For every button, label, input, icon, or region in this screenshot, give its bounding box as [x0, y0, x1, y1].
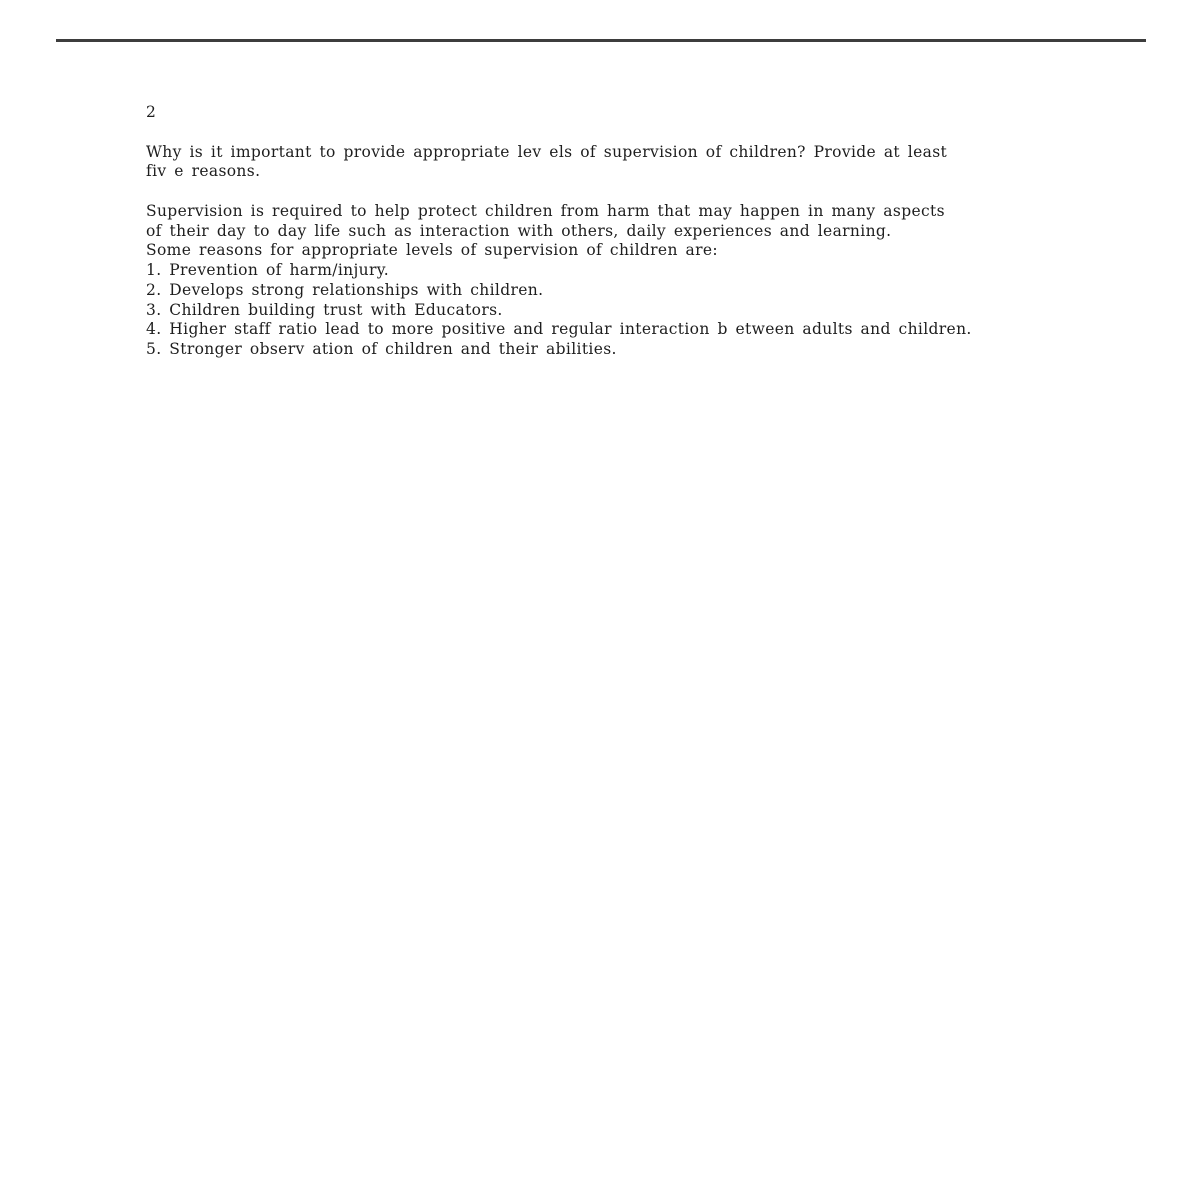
answer-line: Supervision is required to help protect children from harm that may happen in many aspects	[146, 201, 945, 220]
header-rule	[56, 39, 1146, 42]
page-number: 2	[146, 103, 157, 121]
answer-line: of their day to day life such as interaction with others, daily experiences and learning.	[146, 221, 892, 240]
list-item: 2. Develops strong relationships with children.	[146, 280, 544, 299]
question-line: fiv e reasons.	[146, 162, 261, 181]
list-item: 3. Children building trust with Educators.	[146, 300, 503, 319]
blank-line	[146, 182, 1106, 202]
list-item: 4. Higher staff ratio lead to more positive and regular interaction b etween adults and children.	[146, 320, 972, 339]
blank-line	[146, 123, 1106, 143]
page-content	[146, 103, 1106, 360]
list-item: 5. Stronger observ ation of children and their abilities.	[146, 340, 617, 358]
list-item: 1. Prevention of harm/injury.	[146, 261, 390, 279]
question-line: Why is it important to provide appropriate lev els of supervision of children? Provide at least	[146, 142, 948, 161]
answer-line: Some reasons for appropriate levels of supervision of children are:	[146, 241, 718, 260]
